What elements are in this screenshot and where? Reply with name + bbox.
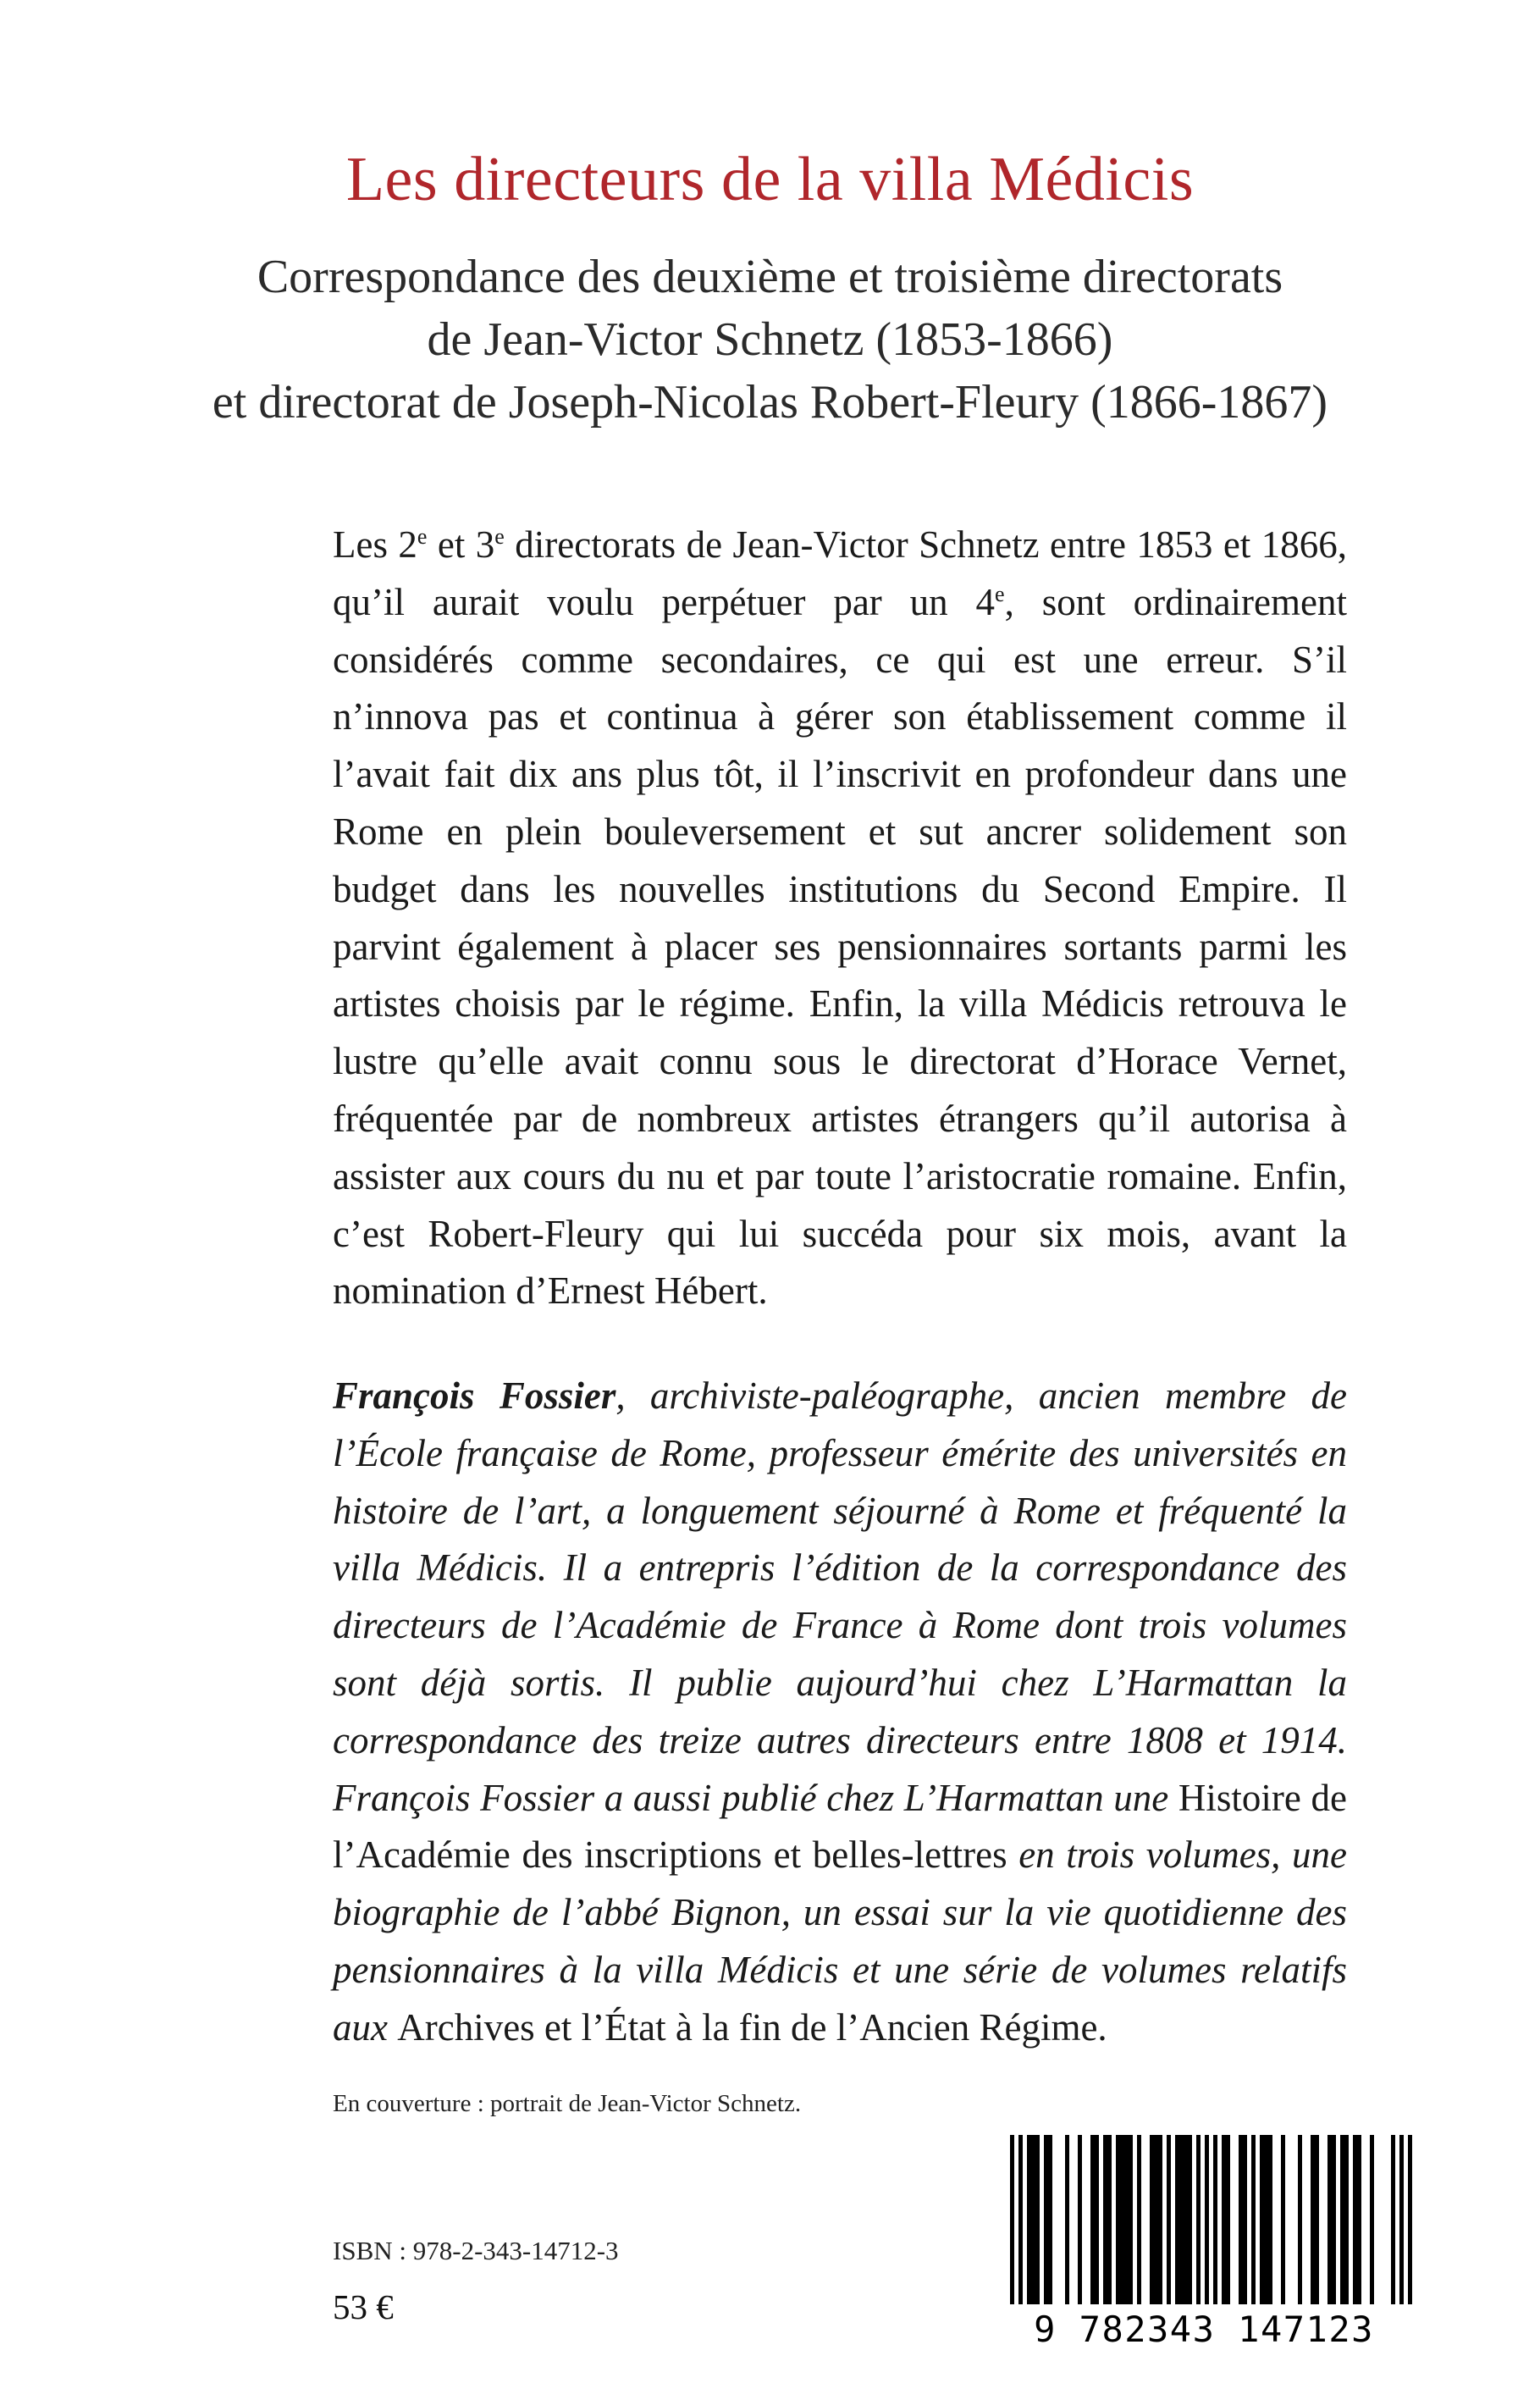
- barcode-bar: [1370, 2135, 1374, 2309]
- ordinal-suffix: e: [494, 524, 505, 549]
- barcode-bar: [1107, 2135, 1112, 2309]
- barcode-bar: [1340, 2135, 1344, 2309]
- barcode-bar: [1179, 2135, 1184, 2309]
- barcode: [987, 2135, 1421, 2359]
- barcode-bar: [1399, 2135, 1404, 2330]
- book-subtitle: [0, 246, 1540, 434]
- price: 53 €: [333, 2287, 394, 2326]
- summary-text: et 3: [427, 523, 495, 566]
- barcode-bar: [1116, 2135, 1120, 2309]
- book-reference: Archives et l’État à la fin de l’Ancien Régime: [397, 2005, 1098, 2049]
- barcode-bar: [1154, 2135, 1158, 2309]
- cover-credit: En couverture : portrait de Jean-Victor Schnetz.: [333, 2090, 802, 2117]
- barcode-bar: [1010, 2135, 1014, 2330]
- barcode-bar: [1327, 2135, 1332, 2309]
- barcode-bar: [1158, 2135, 1162, 2309]
- barcode-bar: [1268, 2135, 1272, 2309]
- barcode-bar: [1260, 2135, 1264, 2309]
- barcode-bar: [1315, 2135, 1319, 2309]
- barcode-bar: [1222, 2135, 1226, 2309]
- barcode-bar: [1213, 2135, 1217, 2330]
- barcode-bar: [1196, 2135, 1201, 2309]
- barcode-bar: [1298, 2135, 1302, 2309]
- barcode-bar: [1129, 2135, 1133, 2309]
- barcode-bar: [1408, 2135, 1412, 2330]
- summary-text: Les 2: [333, 523, 417, 566]
- barcode-bar: [1095, 2135, 1099, 2309]
- barcode-bar: [1175, 2135, 1179, 2309]
- summary-text: directorats de Jean-Victor Schnetz entre 1853 et 1866, qu’il aurait voulu perpétuer par un 4: [333, 523, 1347, 623]
- barcode-bar: [1150, 2135, 1154, 2309]
- barcode-bar: [1120, 2135, 1124, 2309]
- barcode-bar: [1251, 2135, 1256, 2309]
- barcode-bar: [1027, 2135, 1031, 2309]
- barcode-bar: [1167, 2135, 1171, 2309]
- author-name: François Fossier: [333, 1374, 616, 1417]
- barcode-bar: [1264, 2135, 1268, 2309]
- barcode-bar: [1124, 2135, 1129, 2309]
- barcode-bar: [1344, 2135, 1349, 2309]
- barcode-bar: [1018, 2135, 1023, 2330]
- subtitle-line-3: et directorat de Joseph-Nicolas Robert-Fleury (1866-1867): [212, 376, 1328, 429]
- barcode-bar: [1311, 2135, 1315, 2309]
- barcode-bar: [1391, 2135, 1395, 2309]
- barcode-bar: [1031, 2135, 1035, 2309]
- barcode-bar: [1184, 2135, 1188, 2309]
- barcode-digits: 9 782343 147123: [987, 2304, 1421, 2355]
- isbn: ISBN : 978-2-343-14712-3: [333, 2236, 619, 2265]
- summary-paragraph: [333, 517, 1347, 1320]
- barcode-bar: [1226, 2135, 1230, 2309]
- barcode-bar: [1353, 2135, 1357, 2309]
- barcode-bar: [1205, 2135, 1209, 2330]
- barcode-bar: [1188, 2135, 1192, 2309]
- barcode-bar: [1243, 2135, 1247, 2309]
- bio-text: , archiviste-paléographe, ancien membre de l’École française de Rome, professeur émérite des universités en histoire de l’art, a longuement séjourné à Rome et fréquenté la villa Médicis. Il a entrepris l’édition de la correspondance des directeurs de l’Académie de France à Rome dont trois volumes sont déjà sortis. Il publie aujourd’hui chez L’Harmattan la correspondance des treize autres directeurs entre 1808 et 1914. François Fossier a aussi publié chez L’Harmattan une: [333, 1374, 1347, 1819]
- barcode-bar: [1035, 2135, 1040, 2309]
- barcode-bar: [1332, 2135, 1336, 2309]
- ordinal-suffix: e: [995, 581, 1005, 606]
- author-bio: [333, 1368, 1347, 2057]
- barcode-bar: [1103, 2135, 1107, 2309]
- barcode-bar: [1078, 2135, 1082, 2309]
- barcode-bar: [1239, 2135, 1243, 2309]
- book-title: Les directeurs de la villa Médicis: [345, 145, 1195, 214]
- book-reference: Histoire de l’Académie des inscriptions et belles-lettres: [333, 1776, 1347, 1877]
- subtitle-line-2: de Jean-Victor Schnetz (1853-1866): [427, 313, 1113, 366]
- barcode-bar: [1137, 2135, 1141, 2309]
- barcode-bar: [1090, 2135, 1095, 2309]
- bio-text: en trois volumes, une biographie de l’abbé Bignon, un essai sur la vie quotidienne des pensionnaires à la villa Médicis et une série de volumes relatifs aux: [333, 1833, 1347, 2049]
- barcode-bar: [1065, 2135, 1069, 2309]
- summary-text: , sont ordinairement considérés comme secondaires, ce qui est une erreur. S’il n’innova pas et continua à gérer son établissement comme il l’avait fait dix ans plus tôt, il l’inscrivit en profondeur dans une Rome en plein bouleversement et sut ancrer solidement son budget dans les nouvelles institutions du Second Empire. Il parvint également à placer ses pensionnaires sortants parmi les artistes choisis par le régime. Enfin, la villa Médicis retrouva le lustre qu’elle avait connu sous le directorat d’Horace Vernet, fréquentée par de nombreux artistes étrangers qu’il autorisa à assister aux cours du nu et par toute l’aristocratie romaine. Enfin, c’est Robert-Fleury qui lui succéda pour six mois, avant la nomination d’Ernest Hébert.: [333, 580, 1347, 1313]
- barcode-bar: [1281, 2135, 1285, 2309]
- barcode-bar: [1048, 2135, 1052, 2309]
- barcode-bar: [1044, 2135, 1048, 2309]
- subtitle-line-1: Correspondance des deuxième et troisième directorats: [257, 251, 1283, 303]
- bio-text: .: [1097, 2005, 1107, 2049]
- ordinal-suffix: e: [417, 524, 428, 549]
- barcode-bar: [1357, 2135, 1361, 2309]
